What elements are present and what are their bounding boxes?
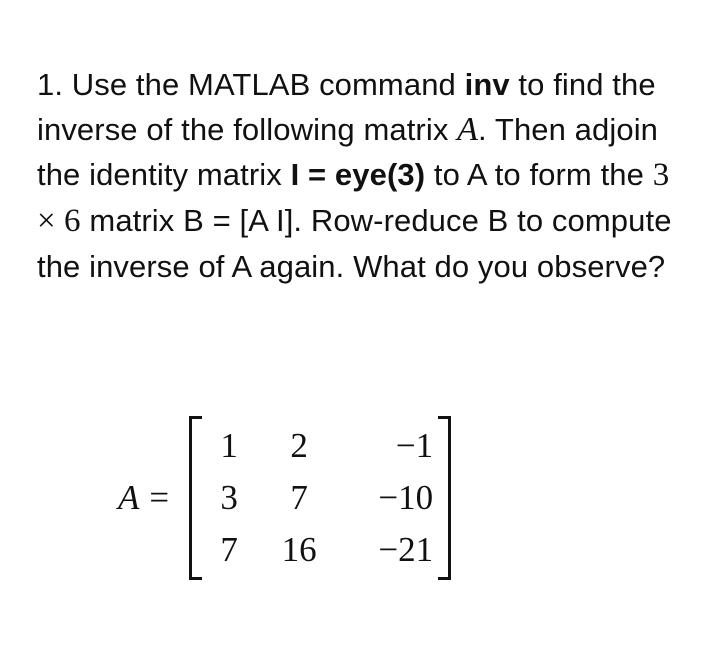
matrix-row	[203, 524, 437, 576]
matrix-entry: −21	[378, 530, 434, 569]
problem-text-3: . Then adjoin the identity matrix	[37, 112, 659, 192]
problem-text-4: to A to form the	[433, 157, 644, 192]
matrix-equation	[118, 412, 451, 584]
left-bracket	[189, 416, 202, 580]
command-inv: inv	[464, 67, 510, 102]
matrix-entry: 3	[220, 478, 238, 517]
matrix-a	[189, 412, 451, 584]
matrix-entry: −10	[378, 478, 434, 517]
matrix-entry: 2	[290, 426, 308, 465]
matrix-entry: 7	[290, 478, 308, 517]
matrix-entry: 7	[220, 530, 238, 569]
matrix-entry: −1	[395, 426, 434, 465]
problem-text-2: to find the inverse of the following matrix	[37, 67, 656, 147]
matrix-entry: 1	[220, 426, 238, 465]
identity-symbol: I =	[290, 157, 327, 192]
matrix-row	[203, 472, 437, 524]
problem-text-5: matrix B = [A I]. Row-reduce B to compute the inverse of A again. What do you observe?	[37, 203, 672, 284]
problem-text-1: Use the MATLAB command	[71, 67, 456, 102]
problem-number: 1.	[37, 67, 64, 102]
right-bracket	[438, 416, 451, 580]
matrix-entry: 16	[281, 530, 317, 569]
matrix-row	[203, 420, 437, 472]
equation-lhs: A	[118, 478, 140, 517]
equals-sign: =	[149, 478, 170, 517]
matrix-entries	[203, 420, 437, 576]
dimensions: 3 × 6	[37, 157, 670, 239]
eye-command: eye(3)	[334, 157, 426, 192]
matrix-symbol-a: A	[457, 111, 479, 148]
problem-statement	[37, 62, 687, 289]
